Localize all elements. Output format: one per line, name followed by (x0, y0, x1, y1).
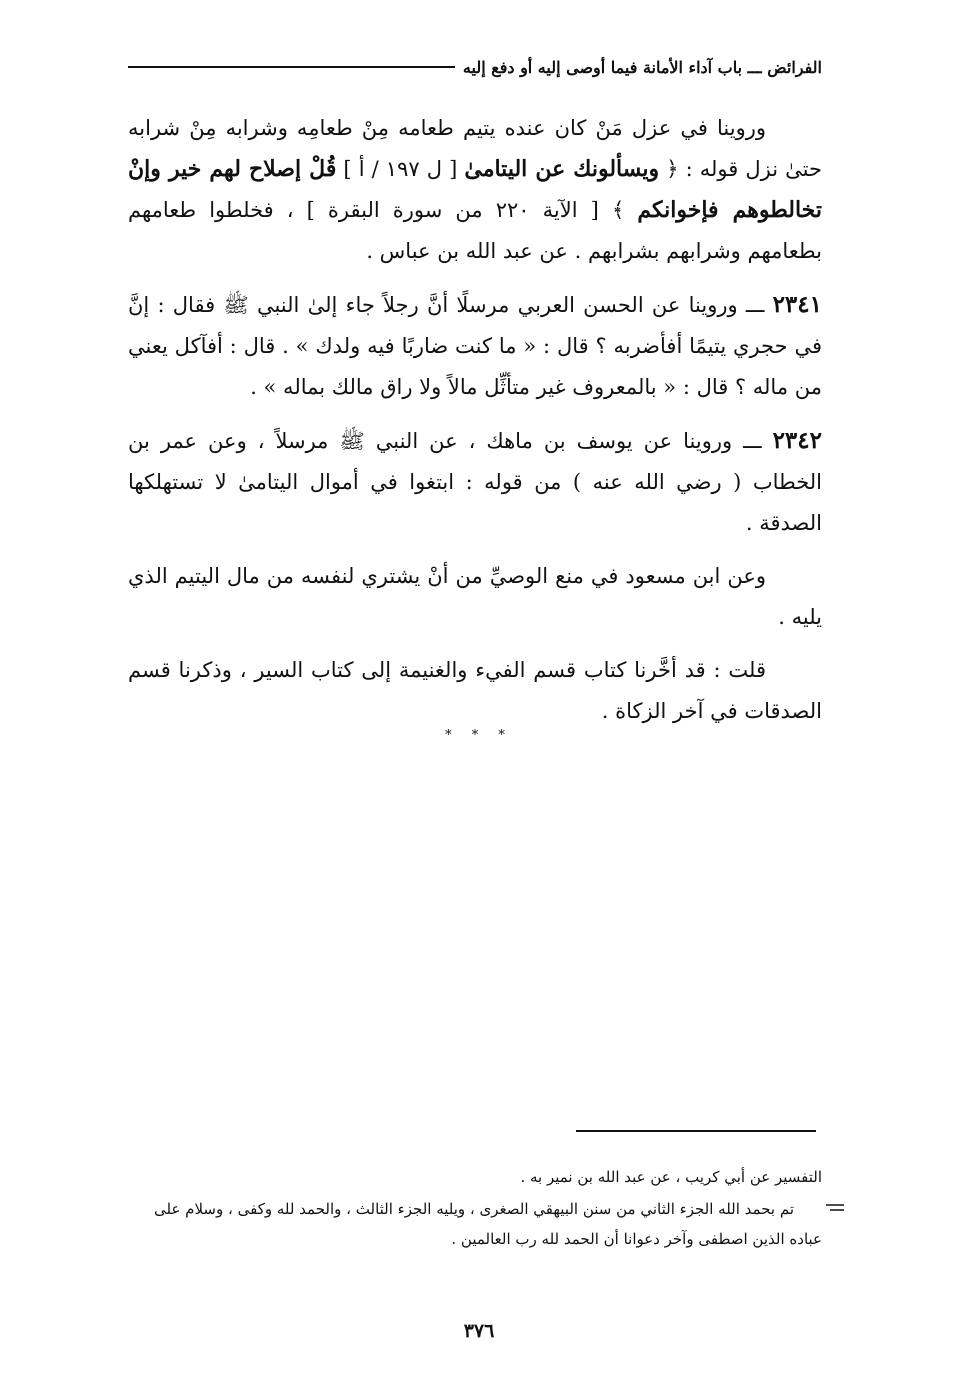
paragraph-4: وعن ابن مسعود في منع الوصيِّ من أنْ يشتري لنفسه من مال اليتيم الذي يليه . (128, 564, 822, 629)
hadith-text: ـــ وروينا عن الحسن العربي مرسلًا أنَّ رجلاً جاء إلىٰ النبي ﷺ فقال : إنَّ في حجري يتيمًا أفأضربه ؟ قال : « ما كنت ضاربًا فيه ولدك » . قال : أفآكل يعني من ماله ؟ قال : « بالمعروف غير متأثِّل مالاً ولا راق مالك بماله » . (128, 293, 822, 399)
page-number: ٣٧٦ (463, 1320, 495, 1342)
footnotes (128, 1162, 822, 1256)
hadith-text: ـــ وروينا عن يوسف بن ماهك ، عن النبي ﷺ مرسلاً ، وعن عمر بن الخطاب ( رضي الله عنه ) من قوله : ابتغوا في أموال اليتامىٰ لا تستهلكها الصدقة . (128, 429, 822, 535)
footnote-2: تم بحمد الله الجزء الثاني من سنن البيهقي الصغرى ، ويليه الجزء الثالث ، والحمد لله وكفى ، وسلام على عباده الذين اصطفى وآخر دعوانا أن الحمد لله رب العالمين . (153, 1200, 822, 1248)
footnote-marker-icon (826, 1203, 846, 1214)
paragraph-1 (128, 108, 822, 272)
hadith-number: ٢٣٤١ (772, 291, 822, 318)
footnote-rule (576, 1130, 816, 1132)
paragraph-1-text-c: ﴾ [ الآية ٢٢٠ من سورة البقرة ] ، فخلطوا طعامهم بطعامهم وشرابهم بشرابهم . عن عبد الله بن عباس . (128, 198, 822, 263)
paragraph-1-text-a: وروينا في عزل مَنْ كان عنده يتيم طعامه مِنْ طعامِه وشرابه مِنْ شرابه حتىٰ نزل قوله : ﴿ (128, 116, 822, 181)
hadith-2342 (128, 420, 822, 544)
header-title: الفرائض ـــ باب آداء الأمانة فيما أوصى إليه أو دفع إليه (462, 57, 822, 77)
paragraph-5: قلت : قد أخَّرنا كتاب قسم الفيء والغنيمة إلى كتاب السير ، وذكرنا قسم الصدقات في آخر الزكاة . (128, 658, 822, 723)
main-text (128, 108, 822, 744)
footnote-1: التفسير عن أبي كريب ، عن عبد الله بن نمير به . (520, 1168, 822, 1186)
hadith-2341 (128, 284, 822, 408)
quran-verse-a: ويسألونك عن اليتامىٰ (464, 156, 660, 182)
hadith-number: ٢٣٤٢ (772, 427, 822, 454)
header-rule (128, 66, 455, 68)
paragraph-1-text-b: [ ل ١٩٧ / أ ] (336, 157, 465, 181)
running-header (128, 52, 822, 82)
quran-verse-b: قُلْ إصلاح لهم خير وإنْ تخالطوهم فإخوانكم (128, 156, 822, 223)
section-separator: * * * (445, 728, 513, 743)
